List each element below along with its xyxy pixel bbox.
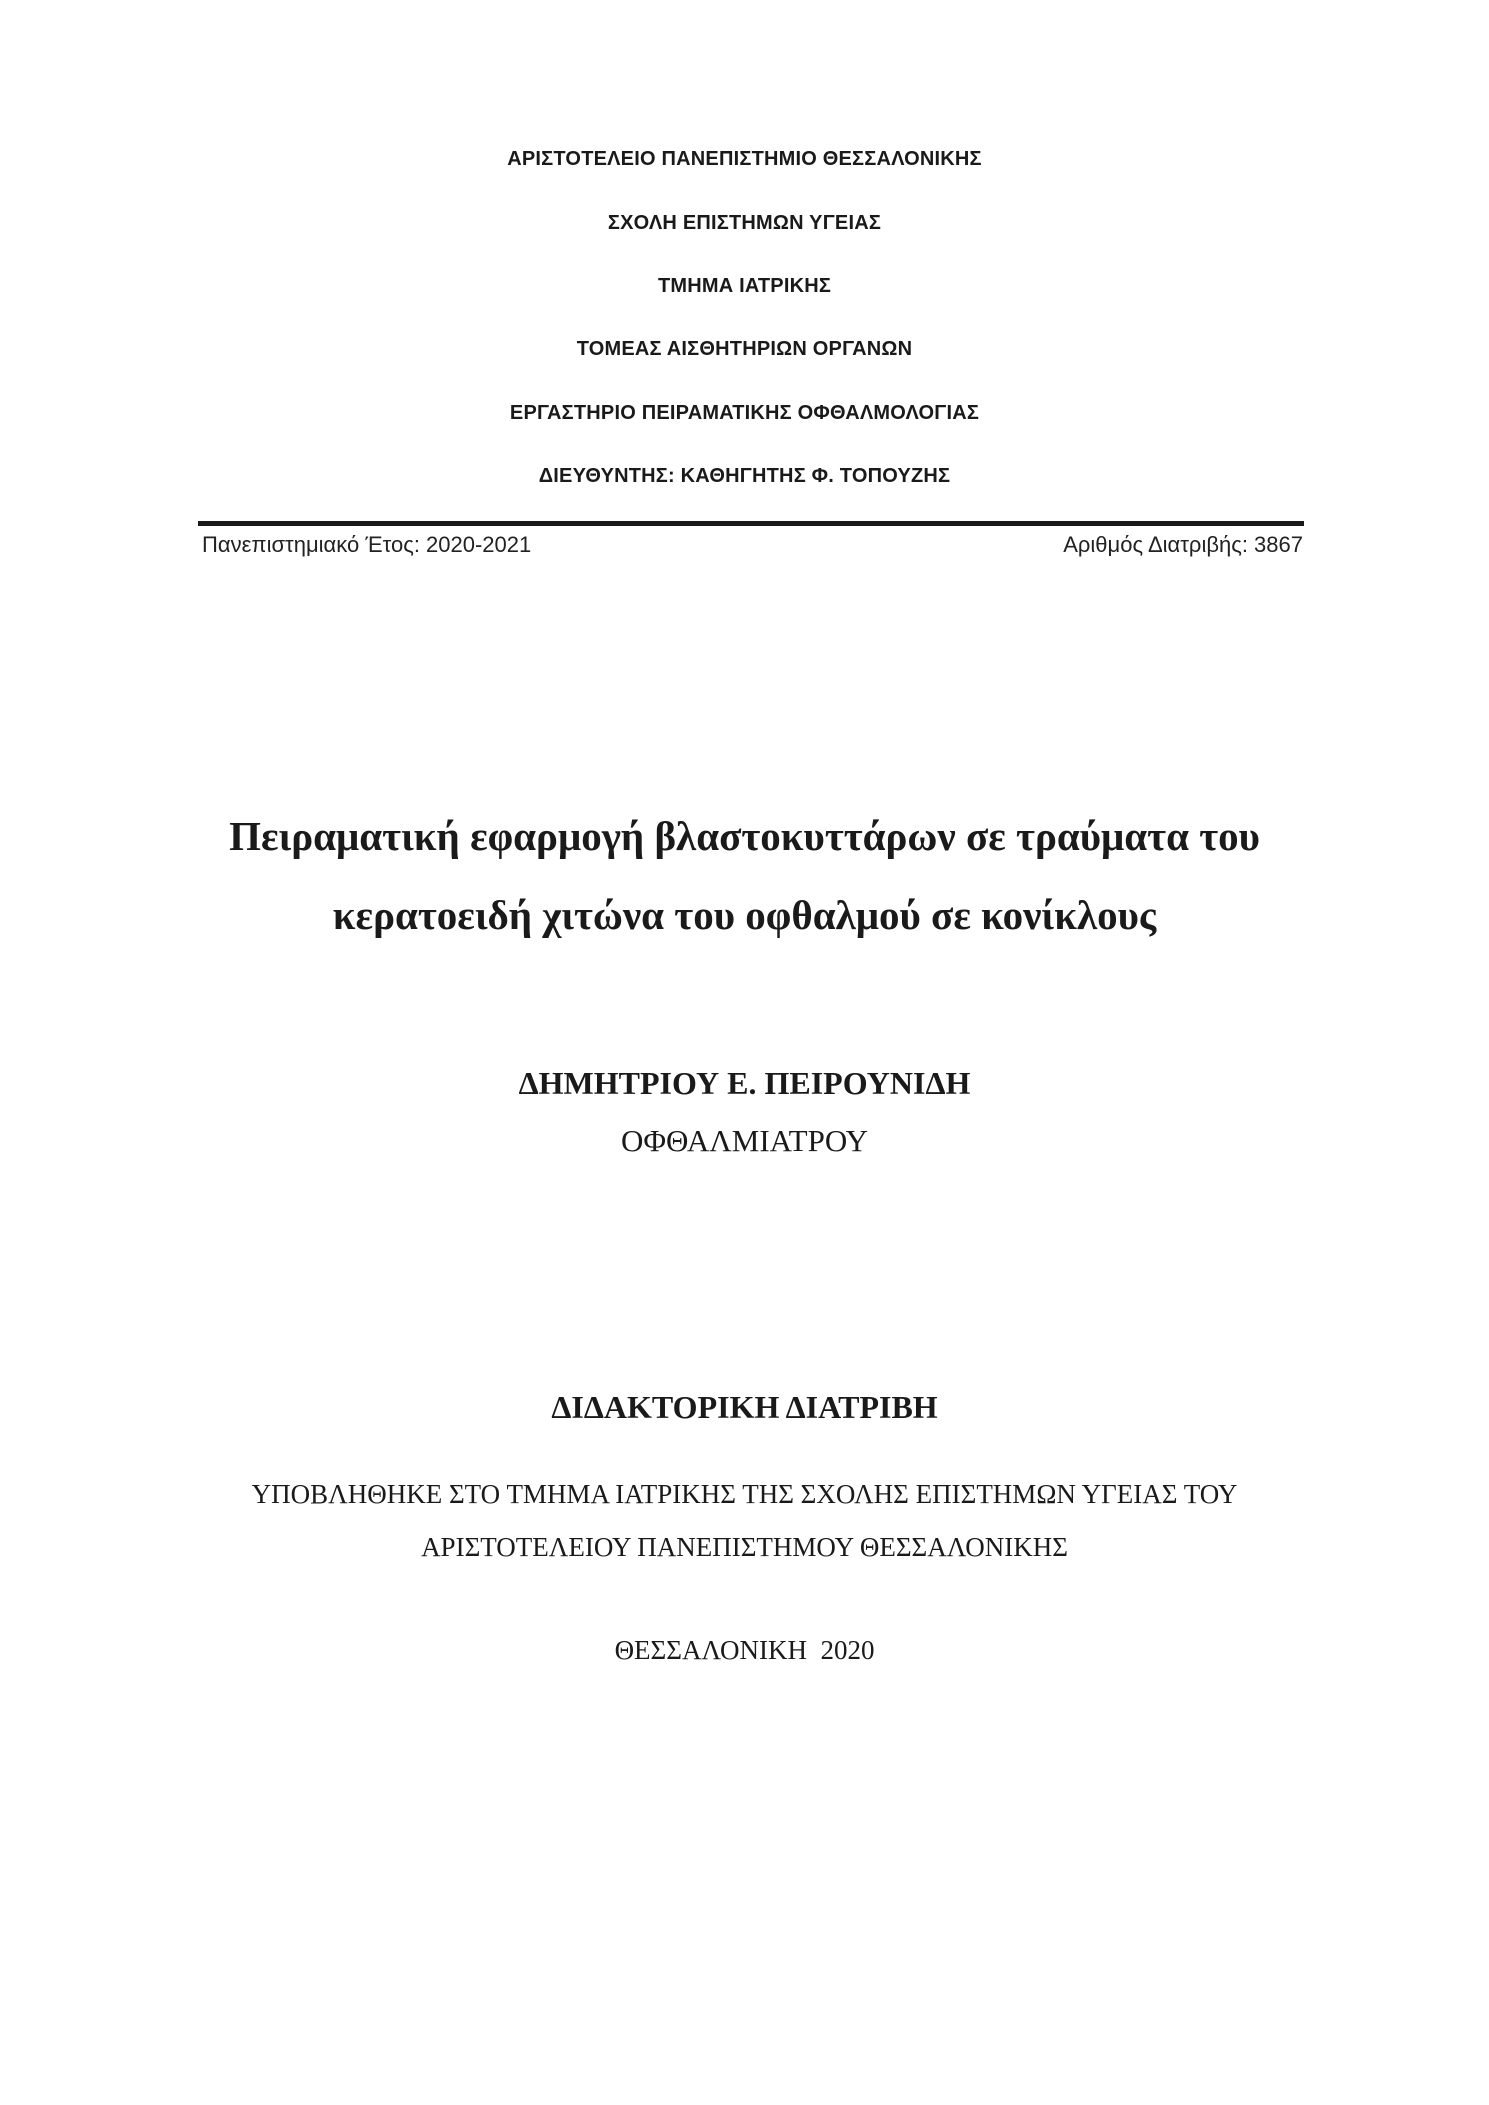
school-name: ΣΧΟΛΗ ΕΠΙΣΤΗΜΩΝ ΥΓΕΙΑΣ [607,212,882,234]
header-divider [198,521,1304,526]
author-name: ΔΗΜΗΤΡΙΟΥ Ε. ΠΕΙΡΟΥΝΙΔΗ [518,1065,971,1101]
submission-line-2: ΑΡΙΣΤΟΤΕΛΕΙΟΥ ΠΑΝΕΠΙΣΤΗΜΟΥ ΘΕΣΣΑΛΟΝΙΚΗΣ [421,1532,1068,1562]
submission-line-1: ΥΠΟΒΛΗΘΗΚΕ ΣΤΟ ΤΜΗΜΑ ΙΑΤΡΙΚΗΣ ΤΗΣ ΣΧΟΛΗΣ ΕΠΙΣΤΗΜΩΝ ΥΓΕΙΑΣ ΤΟΥ [251,1479,1238,1509]
thesis-title-line-2: κερατοειδή χιτώνα του οφθαλμού σε κονίκλους [332,892,1157,938]
thesis-number: Αριθμός Διατριβής: 3867 [1063,532,1303,557]
sector-name: ΤΟΜΕΑΣ ΑΙΣΘΗΤΗΡΙΩΝ ΟΡΓΑΝΩΝ [576,338,913,360]
department-name: ΤΜΗΜΑ ΙΑΤΡΙΚΗΣ [657,275,832,297]
director-line: ΔΙΕΥΘΥΝΤΗΣ: ΚΑΘΗΓΗΤΗΣ Φ. ΤΟΠΟΥΖΗΣ [538,465,951,487]
academic-year: Πανεπιστημιακό Έτος: 2020-2021 [202,532,532,557]
place-year: ΘΕΣΣΑΛΟΝΙΚΗ 2020 [614,1635,875,1665]
author-role: ΟΦΘΑΛΜΙΑΤΡΟΥ [620,1123,869,1158]
thesis-title-line-1: Πειραματική εφαρμογή βλαστοκυττάρων σε τραύματα του [229,813,1260,859]
university-name: ΑΡΙΣΤΟΤΕΛΕΙΟ ΠΑΝΕΠΙΣΤΗΜΙΟ ΘΕΣΣΑΛΟΝΙΚΗΣ [507,148,982,170]
laboratory-name: ΕΡΓΑΣΤΗΡΙΟ ΠΕΙΡΑΜΑΤΙΚΗΣ ΟΦΘΑΛΜΟΛΟΓΙΑΣ [509,402,980,424]
document-type: ΔΙΔΑΚΤΟΡΙΚΗ ΔΙΑΤΡΙΒΗ [551,1389,938,1425]
